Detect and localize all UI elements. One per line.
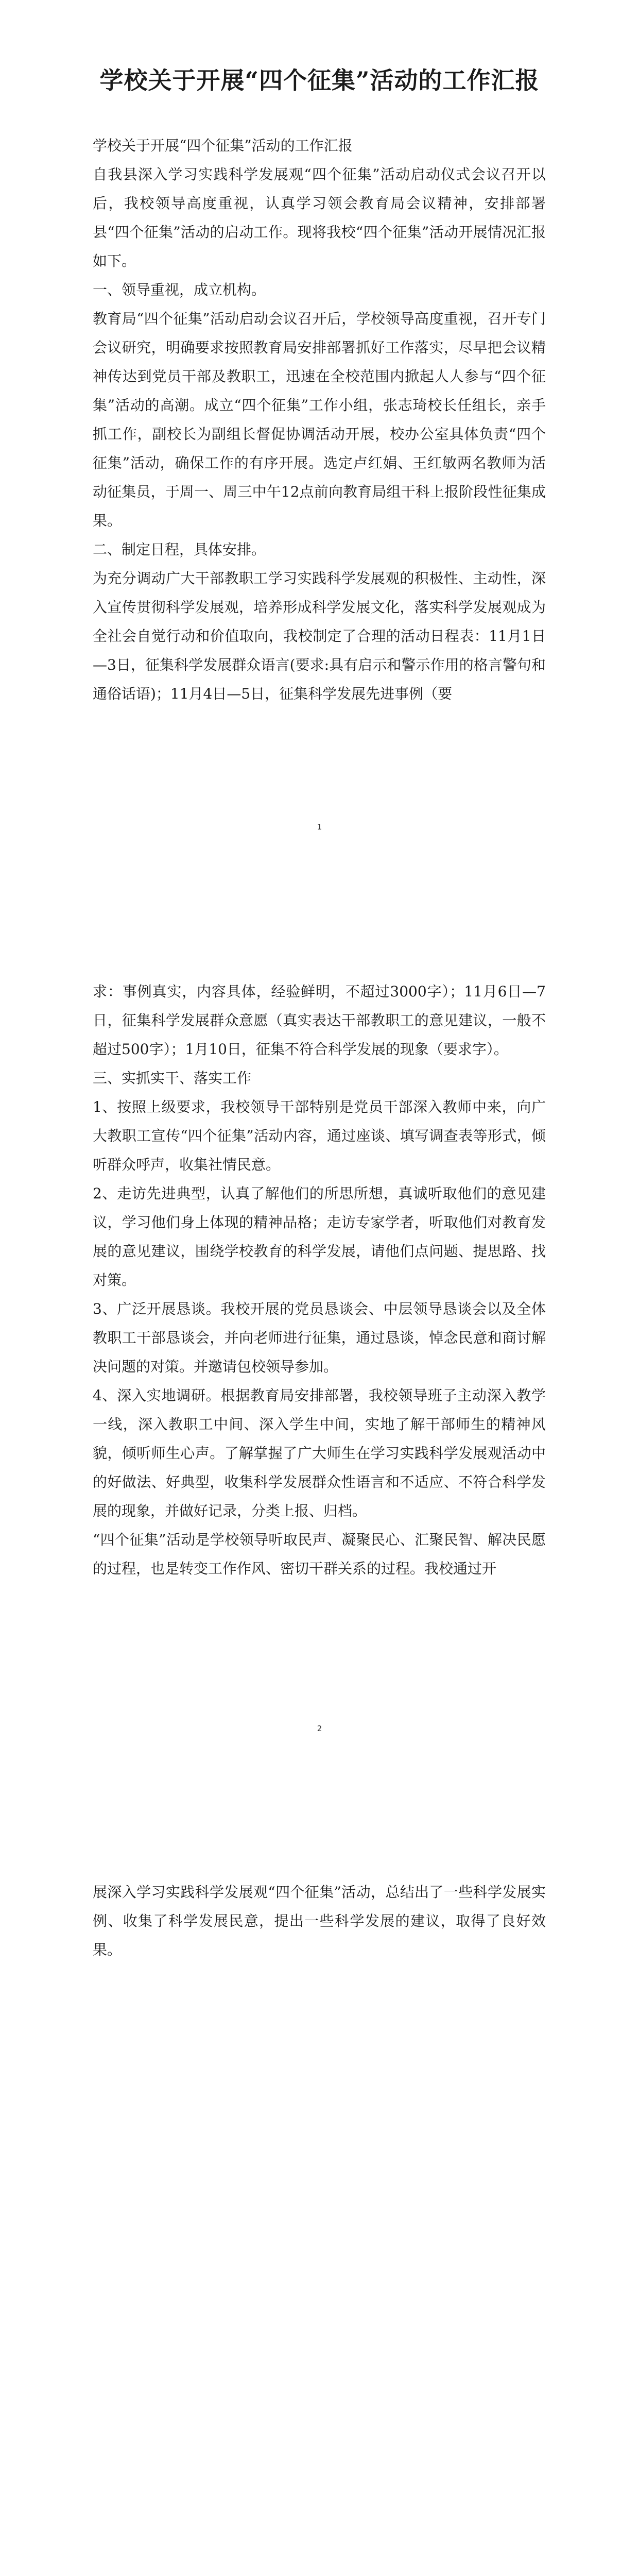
paragraph: 3、广泛开展恳谈。我校开展的党员恳谈会、中层领导恳谈会以及全体教职工干部恳谈会，并向老师进行征集，通过恳谈，悼念民意和商讨解决问题的对策。并邀请包校领导参加。 (93, 1300, 546, 1375)
paragraph: 4、深入实地调研。根据教育局安排部署，我校领导班子主动深入教学一线，深入教职工中间、深入学生中间，实地了解干部师生的精神风貌，倾听师生心声。了解掌握了广大师生在学习实践科学发展观活动中的好做法、好典型，收集科学发展群众性语言和不适应、不符合科学发展的现象，并做好记录，分类上报、归档。 (93, 1387, 546, 1519)
paragraph: 学校关于开展“四个征集”活动的工作汇报 (93, 137, 353, 154)
paragraph: 2、走访先进典型，认真了解他们的所思所想，真诚听取他们的意见建议，学习他们身上体现的精神品格；走访专家学者，听取他们对教育发展的意见建议，围绕学校教育的科学发展，请他们点问题、提思路、找对策。 (93, 1185, 546, 1289)
page-2-body (93, 977, 546, 1583)
paragraph: “四个征集”活动是学校领导听取民声、凝聚民心、汇聚民智、解决民愿的过程，也是转变工作作风、密切干群关系的过程。我校通过开 (93, 1531, 546, 1577)
paragraph: 为充分调动广大干部教职工学习实践科学发展观的积极性、主动性，深入宣传贯彻科学发展观，培养形成科学发展文化，落实科学发展观成为全社会自觉行动和价值取向，我校制定了合理的活动日程表：11月1日—3日，征集科学发展群众语言(要求:具有启示和警示作用的格言警句和通俗话语)；11月4日—5日，征集科学发展先进事例（要 (93, 570, 546, 702)
paragraph: 展深入学习实践科学发展观“四个征集”活动，总结出了一些科学发展实例、收集了科学发展民意，提出一些科学发展的建议，取得了良好效果。 (93, 1884, 546, 1958)
paragraph: 教育局“四个征集”活动启动会议召开后，学校领导高度重视，召开专门会议研究，明确要求按照教育局安排部署抓好工作落实，尽早把会议精神传达到党员干部及教职工，迅速在全校范围内掀起人人参与“四个征集”活动的高潮。成立“四个征集”工作小组，张志琦校长任组长，亲手抓工作，副校长为副组长督促协调活动开展，校办公室具体负责“四个征集”活动，确保工作的有序开展。选定卢红娟、王红敏两名教师为活动征集员，于周一、周三中午12点前向教育局组干科上报阶段性征集成果。 (93, 310, 546, 529)
paragraph: 二、制定日程，具体安排。 (93, 541, 266, 558)
document-title: 学校关于开展“四个征集”活动的工作汇报 (99, 66, 540, 94)
paragraph: 一、领导重视，成立机构。 (93, 281, 266, 298)
paragraph: 三、实抓实干、落实工作 (93, 1070, 252, 1087)
page-1-body (93, 131, 546, 708)
paragraph: 1、按照上级要求，我校领导干部特别是党员干部深入教师中来，向广大教职工宣传“四个征集”活动内容，通过座谈、填写调查表等形式，倾听群众呼声，收集社情民意。 (93, 1098, 546, 1173)
paragraph: 求：事例真实，内容具体，经验鲜明，不超过3000字）；11月6日—7日，征集科学发展群众意愿（真实表达干部教职工的意见建议，一般不超过500字）；1月10日，征集不符合科学发展的现象（要求字）。 (93, 983, 546, 1058)
paragraph: 自我县深入学习实践科学发展观“四个征集”活动启动仪式会议召开以后，我校领导高度重视，认真学习领会教育局会议精神，安排部署县“四个征集”活动的启动工作。现将我校“四个征集”活动开展情况汇报如下。 (93, 166, 546, 269)
page-number: 1 (317, 822, 322, 832)
page-3-body (93, 1878, 546, 1964)
page-number: 2 (317, 1724, 322, 1733)
